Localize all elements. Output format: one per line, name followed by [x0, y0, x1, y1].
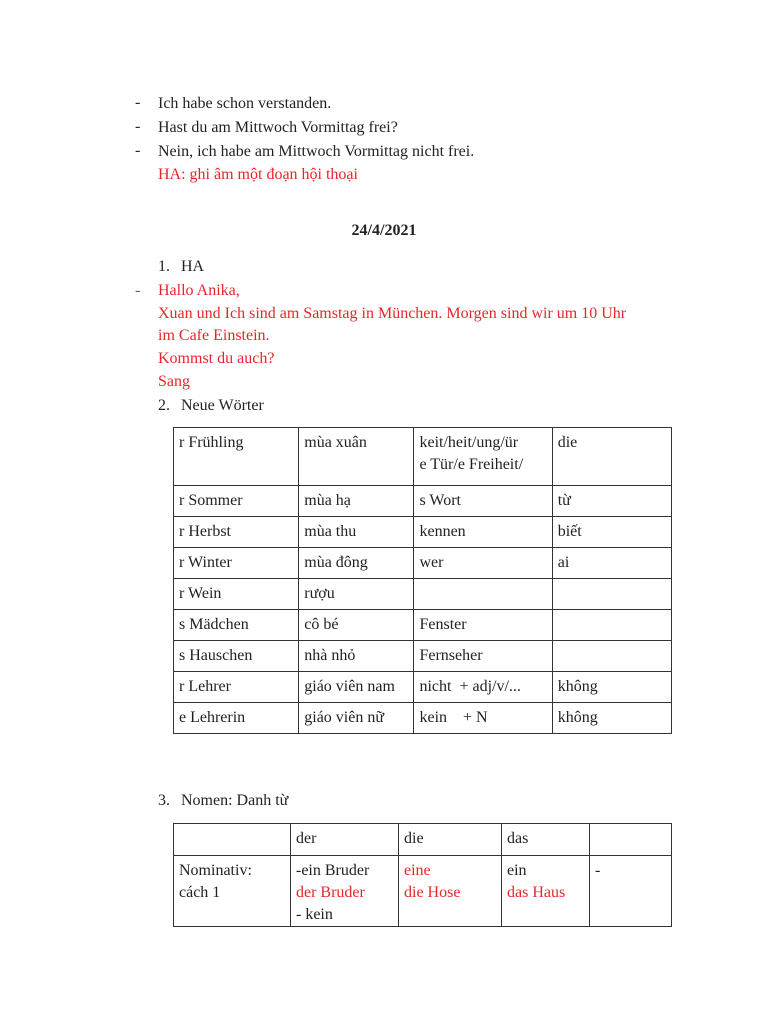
vocabulary-table [173, 427, 672, 734]
table-row [174, 610, 672, 641]
table-cell: der [291, 824, 399, 856]
section-3-number: 3. [158, 792, 170, 809]
table-cell: kein + N [414, 703, 552, 734]
section-1-title: HA [181, 258, 205, 275]
table-cell: không [552, 672, 671, 703]
intro-line-1: Ich habe schon verstanden. [158, 95, 332, 112]
letter-line-1: Hallo Anika, [158, 282, 240, 299]
table-cell: wer [414, 548, 552, 579]
table-cell: r Winter [174, 548, 299, 579]
section-3-title: Nomen: Danh từ [181, 792, 289, 809]
table-cell [291, 856, 399, 927]
table-cell: ai [552, 548, 671, 579]
letter-line-4: Kommst du auch? [158, 350, 275, 367]
table-cell: die [552, 428, 671, 486]
table-cell: r Wein [174, 579, 299, 610]
table-row [174, 672, 672, 703]
cell-line: die Hose [404, 884, 461, 901]
cell-line: cách 1 [179, 884, 221, 901]
table-cell: mùa hạ [299, 486, 414, 517]
table-cell: mùa thu [299, 517, 414, 548]
table-cell [174, 856, 291, 927]
intro-line-2: Hast du am Mittwoch Vormittag frei? [158, 119, 398, 136]
letter-line-3: im Cafe Einstein. [158, 327, 270, 344]
table-cell: r Herbst [174, 517, 299, 548]
table-cell: nhà nhỏ [299, 641, 414, 672]
table-cell: không [552, 703, 671, 734]
cell-line: keit/heit/ung/ür [419, 434, 519, 451]
bullet-dash: - [135, 94, 141, 111]
table-cell [502, 856, 590, 927]
cell-line: ein [507, 862, 527, 879]
bullet-dash: - [135, 282, 141, 299]
table-row [174, 641, 672, 672]
table-cell: mùa xuân [299, 428, 414, 486]
table-cell [552, 579, 671, 610]
table-cell: das [502, 824, 590, 856]
section-1-number: 1. [158, 258, 170, 275]
cell-line: Nominativ: [179, 862, 252, 879]
table-row [174, 703, 672, 734]
section-2-number: 2. [158, 397, 170, 414]
date-heading: 24/4/2021 [351, 222, 417, 239]
bullet-dash: - [135, 142, 141, 159]
table-cell: - [590, 856, 672, 927]
cell-line: - kein [296, 906, 333, 923]
bullet-dash: - [135, 118, 141, 135]
table-cell: r Frühling [174, 428, 299, 486]
table-cell [414, 428, 552, 486]
cell-line: e Tür/e Freiheit/ [419, 456, 524, 473]
cell-line: eine [404, 862, 431, 879]
table-row [174, 486, 672, 517]
table-cell: Fenster [414, 610, 552, 641]
table-cell: Fernseher [414, 641, 552, 672]
table-cell: mùa đông [299, 548, 414, 579]
table-cell [552, 641, 671, 672]
letter-line-5: Sang [158, 373, 190, 390]
table-cell: die [399, 824, 502, 856]
table-cell [174, 824, 291, 856]
table-cell: rượu [299, 579, 414, 610]
cell-line: der Bruder [296, 884, 365, 901]
homework-note: HA: ghi âm một đoạn hội thoại [158, 166, 358, 183]
table-row [174, 856, 672, 927]
table-row [174, 579, 672, 610]
table-row [174, 824, 672, 856]
table-cell: giáo viên nữ [299, 703, 414, 734]
letter-line-2: Xuan und Ich sind am Samstag in München. Morgen sind wir um 10 Uhr [158, 305, 627, 322]
table-cell: s Wort [414, 486, 552, 517]
cell-line: -ein Bruder [296, 862, 370, 879]
intro-line-3: Nein, ich habe am Mittwoch Vormittag nicht frei. [158, 143, 475, 160]
table-cell: từ [552, 486, 671, 517]
table-cell: s Mädchen [174, 610, 299, 641]
table-row [174, 428, 672, 486]
table-cell: cô bé [299, 610, 414, 641]
cell-line: das Haus [507, 884, 566, 901]
table-row [174, 517, 672, 548]
table-cell: nicht + adj/v/... [414, 672, 552, 703]
table-cell: r Lehrer [174, 672, 299, 703]
noun-case-table [173, 823, 672, 927]
table-cell [399, 856, 502, 927]
table-cell: e Lehrerin [174, 703, 299, 734]
table-cell: kennen [414, 517, 552, 548]
table-cell: s Hauschen [174, 641, 299, 672]
table-cell [590, 824, 672, 856]
table-cell [552, 610, 671, 641]
table-cell [414, 579, 552, 610]
table-cell: r Sommer [174, 486, 299, 517]
section-2-title: Neue Wörter [181, 397, 264, 414]
table-cell: giáo viên nam [299, 672, 414, 703]
table-row [174, 548, 672, 579]
table-cell: biết [552, 517, 671, 548]
